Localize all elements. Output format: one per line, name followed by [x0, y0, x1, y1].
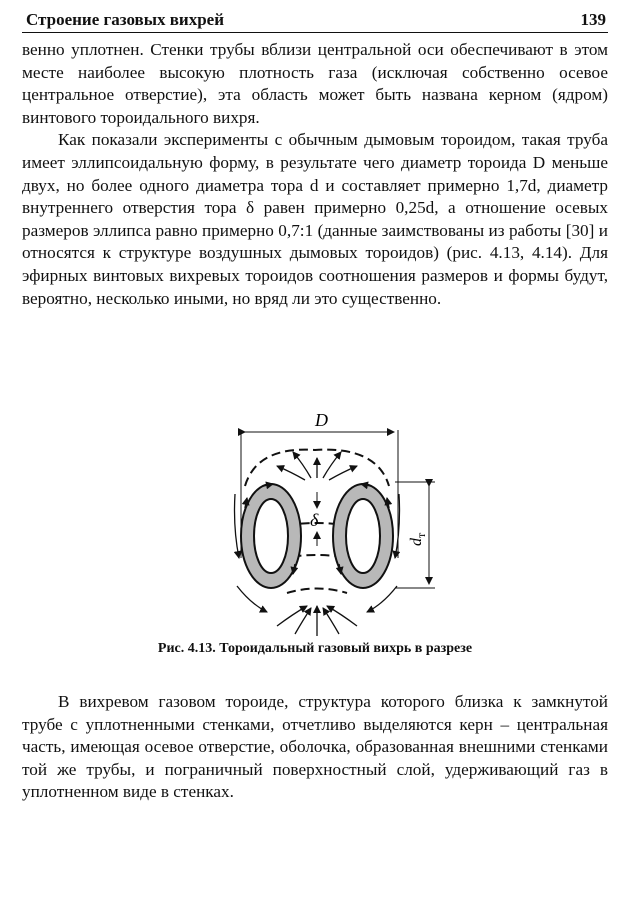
page-number: 139: [580, 10, 606, 29]
outflow-arrow: [323, 452, 341, 478]
paragraph-2-text: Как показали эксперименты с обычным дымовым тороидом, такая труба имеет эллипсоидальную форму, в результате чего диаметр тороида D меньше двух, но более одного диаметра тора d и составляет примерно 1,7d, диаметр внутреннего отверстия тора δ равен примерно 0,25d, а отношение осевых размеров эллипса равно примерно 0,7:1 (данные заимствованы из работы [30] и относятся к структуре воздушных дымовых тороидов) (рис. 4.13, 4.14). Для эфирных винтовых вихревых тороидов соотношения размеров и формы будут, вероятно, несколько иными, но вряд ли это существенно.: [22, 130, 608, 308]
side-flow-arrow: [237, 586, 267, 612]
side-flow-arrow: [367, 586, 397, 612]
paragraph-3-text: В вихревом газовом тороиде, структура которого близка к замкнутой трубе с уплотненными стенками, отчетливо выделяются керн – центральная часть, имеющая осевое отверстие, оболочка, образованная внешними стенками той же трубы, и пограничный поверхностный слой, удерживающий газ в уплотненном виде в стенках.: [22, 692, 608, 802]
outflow-arrow: [277, 466, 305, 480]
outflow-arrow: [329, 466, 357, 480]
outflow-arrow: [293, 452, 311, 478]
label-dt: $d_т$: [408, 532, 428, 546]
page: [22, 10, 608, 802]
inflow-arrow: [277, 606, 307, 626]
running-header: [22, 10, 608, 33]
side-flow-arrow: [395, 494, 400, 558]
torus-section-left: [241, 484, 301, 588]
torus-right-inner: [346, 499, 380, 573]
toroid-figure: [207, 408, 437, 640]
paragraph-3: [22, 691, 608, 804]
side-flow-arrow: [235, 494, 240, 558]
torus-section-right: [333, 484, 393, 588]
paragraph-1: [22, 39, 608, 129]
torus-left-inner: [254, 499, 288, 573]
inflow-arrow: [327, 606, 357, 626]
paragraph-2: [22, 129, 608, 310]
figure-caption: Рис. 4.13. Тороидальный газовый вихрь в разрезе: [157, 641, 473, 656]
paragraph-1-text: венно уплотнен. Стенки трубы вблизи центральной оси обеспечивают в этом месте наиболее высокую плотность газа (исключая собственно осевое центральное отверстие), эта область может быть названа керном (ядром) винтового тороидального вихря.: [22, 40, 608, 127]
header-title: Строение газовых вихрей: [26, 10, 224, 29]
dashed-arc-bottom: [287, 589, 347, 594]
label-D: D: [315, 410, 328, 430]
toroid-diagram: [207, 408, 437, 640]
label-delta: δ: [310, 510, 319, 530]
